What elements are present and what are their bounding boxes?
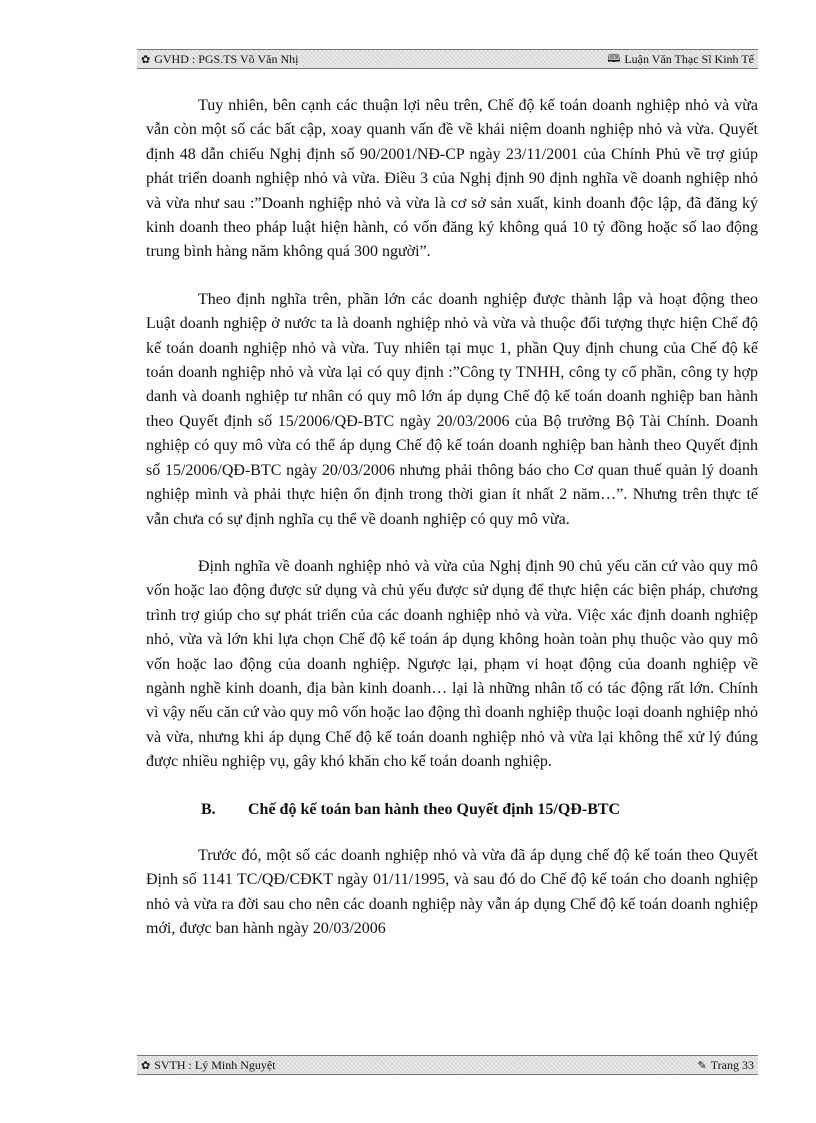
- header-advisor: GVHD : PGS.TS Võ Văn Nhị: [154, 51, 299, 66]
- book-icon: 🕮: [607, 51, 621, 65]
- pencil-icon: ✎: [697, 1058, 707, 1072]
- section-number: B.: [201, 800, 216, 818]
- flower-icon: ✿: [141, 52, 151, 66]
- section-heading: [146, 798, 758, 822]
- paragraph-3: Định nghĩa về doanh nghiệp nhỏ và vừa của Nghị định 90 chủ yếu căn cứ vào quy mô vốn hoặc lao động được sử dụng và chủ yếu được sử dụng để thực hiện các biện pháp, chương trình trợ giúp cho sự phát triển của các doanh nghiệp nhỏ và vừa. Việc xác định doanh nghiệp nhỏ, vừa và lớn khi lựa chọn Chế độ kế toán áp dụng không hoàn toàn phụ thuộc vào quy mô vốn hoặc lao động của doanh nghiệp. Ngược lại, phạm vi hoạt động của doanh nghiệp về ngành nghề kinh doanh, địa bàn kinh doanh… lại là những nhân tố có tác động rất lớn. Chính vì vậy nếu căn cứ vào quy mô vốn hoặc lao động thì doanh nghiệp thuộc loại doanh nghiệp nhỏ và vừa, nhưng khi áp dụng Chế độ kế toán doanh nghiệp nhỏ và vừa lại không thể xử lý đúng được nhiều nghiệp vụ, gây khó khăn cho kế toán doanh nghiệp.: [146, 557, 758, 771]
- page-footer: [137, 1055, 758, 1075]
- page-body: [146, 94, 758, 965]
- flower-icon: ✿: [141, 1058, 151, 1072]
- paragraph-1: Tuy nhiên, bên cạnh các thuận lợi nêu trên, Chế độ kế toán doanh nghiệp nhỏ và vừa vẫn còn một số các bất cập, xoay quanh vấn đề về khái niệm doanh nghiệp nhỏ và vừa. Quyết định 48 dẫn chiếu Nghị định số 90/2001/NĐ-CP ngày 23/11/2001 của Chính Phủ về trợ giúp phát triển doanh nghiệp nhỏ và vừa. Điều 3 của Nghị định 90 định nghĩa về doanh nghiệp nhỏ và vừa như sau :”Doanh nghiệp nhỏ và vừa là cơ sở sản xuất, kinh doanh độc lập, đã đăng ký kinh doanh theo pháp luật hiện hành, có vốn đăng ký không quá 10 tỷ đồng hoặc số lao động trung bình hàng năm không quá 300 người”.: [146, 97, 758, 261]
- header-thesis-title: Luận Văn Thạc Sĩ Kinh Tế: [624, 51, 754, 66]
- page-header: [137, 49, 758, 69]
- footer-student: SVTH : Lý Minh Nguyệt: [154, 1057, 276, 1072]
- paragraph-4: Trước đó, một số các doanh nghiệp nhỏ và vừa đã áp dụng chế độ kế toán theo Quyết Định số 1141 TC/QĐ/CĐKT ngày 01/11/1995, và sau đó do Chế độ kế toán cho doanh nghiệp nhỏ và vừa ra đời sau cho nên các doanh nghiệp này vẫn áp dụng Chế độ kế toán doanh nghiệp mới, được ban hành ngày 20/03/2006: [146, 846, 758, 938]
- footer-page-number: Trang 33: [710, 1057, 754, 1072]
- paragraph-2: Theo định nghĩa trên, phần lớn các doanh nghiệp được thành lập và hoạt động theo Luật doanh nghiệp ở nước ta là doanh nghiệp nhỏ và vừa và thuộc đối tượng thực hiện Chế độ kế toán doanh nghiệp nhỏ và vừa. Tuy nhiên tại mục 1, phần Quy định chung của Chế độ kế toán doanh nghiệp nhỏ và vừa lại có quy định :”Công ty TNHH, công ty cổ phần, công ty hợp danh và doanh nghiệp tư nhân có quy mô lớn áp dụng Chế độ kế toán doanh nghiệp ban hành theo Quyết định số 15/2006/QĐ-BTC ngày 20/03/2006 của Bộ trưởng Bộ Tài Chính. Doanh nghiệp có quy mô vừa có thể áp dụng Chế độ kế toán doanh nghiệp ban hành theo Quyết định số 15/2006/QĐ-BTC ngày 20/03/2006 nhưng phải thông báo cho Cơ quan thuế quản lý doanh nghiệp mình và phải thực hiện ổn định trong thời gian ít nhất 2 năm…”. Nhưng trên thực tế vẫn chưa có sự định nghĩa cụ thể về doanh nghiệp có quy mô vừa.: [146, 290, 758, 528]
- section-title: Chế độ kế toán ban hành theo Quyết định 15/QĐ-BTC: [248, 800, 621, 818]
